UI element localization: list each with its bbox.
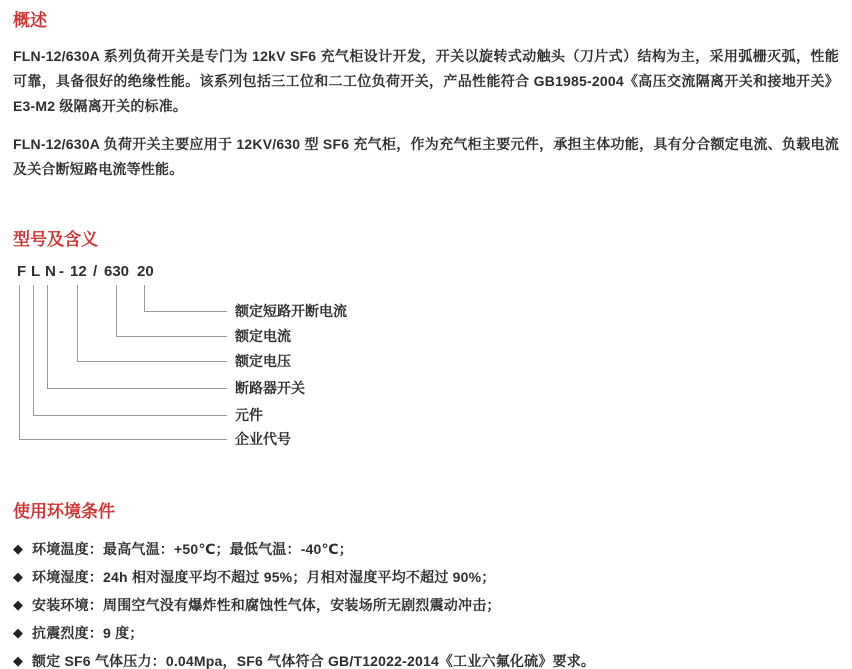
connector-hline-12 <box>77 361 227 362</box>
connector-vline-20 <box>144 285 145 311</box>
environment-section-heading: 使用环境条件 <box>13 502 115 521</box>
model-section-heading: 型号及含义 <box>13 230 98 249</box>
bullet-seismic-intensity: 抗震烈度：9 度； <box>32 625 144 641</box>
diamond-bullet-icon: ◆ <box>13 625 23 640</box>
model-token-l: L <box>31 263 41 280</box>
diamond-bullet-icon: ◆ <box>13 569 23 584</box>
model-token-slash: / <box>93 263 98 280</box>
diagram-label-rated-voltage: 额定电压 <box>235 353 291 369</box>
model-token-f: F <box>17 263 27 280</box>
diamond-bullet-icon: ◆ <box>13 653 23 668</box>
diamond-bullet-icon: ◆ <box>13 541 23 556</box>
model-token-dash: - <box>59 263 64 280</box>
connector-hline-20 <box>144 311 227 312</box>
diagram-label-rated-short-circuit-breaking-current: 额定短路开断电流 <box>235 303 347 319</box>
bullet-ambient-temperature: 环境温度：最高气温：+50℃；最低气温：-40℃； <box>32 541 353 557</box>
list-item <box>13 625 839 641</box>
list-item <box>13 569 839 585</box>
connector-hline-f <box>19 439 227 440</box>
connector-hline-n <box>47 388 227 389</box>
model-code-diagram <box>13 263 533 455</box>
overview-paragraph-2: FLN-12/630A 负荷开关主要应用于 12KV/630 型 SF6 充气柜，作为充气柜主要元件，承担主体功能，具有分合额定电流、负载电流及关合断短路电流等性能。 <box>13 136 839 177</box>
connector-vline-f <box>19 285 20 439</box>
environment-bullet-list <box>13 541 839 669</box>
overview-paragraph-1: FLN-12/630A 系列负荷开关是专门为 12kV SF6 充气柜设计开发，开关以旋转式动触头（刀片式）结构为主，采用弧栅灭弧，性能可靠，具备很好的绝缘性能。该系列包括三工位和二工位负荷开关，产品性能符合 GB1985-2004《高压交流隔离开关和接地开关》E3-M2 级隔离开关的标准。 <box>13 48 839 114</box>
connector-vline-n <box>47 285 48 388</box>
list-item <box>13 597 839 613</box>
diagram-label-breaker-switch: 断路器开关 <box>235 380 305 396</box>
diagram-label-rated-current: 额定电流 <box>235 328 291 344</box>
connector-vline-630 <box>116 285 117 336</box>
overview-section-heading: 概述 <box>13 11 47 30</box>
model-token-20: 20 <box>137 263 154 280</box>
connector-vline-12 <box>77 285 78 361</box>
bullet-ambient-humidity: 环境湿度：24h 相对湿度平均不超过 95%；月相对湿度平均不超过 90%； <box>32 569 496 585</box>
diamond-bullet-icon: ◆ <box>13 597 23 612</box>
diagram-label-component: 元件 <box>235 407 263 423</box>
connector-vline-l <box>33 285 34 415</box>
model-token-12: 12 <box>70 263 87 280</box>
bullet-rated-sf6-gas-pressure: 额定 SF6 气体压力：0.04Mpa，SF6 气体符合 GB/T12022-2014《工业六氟化硫》要求。 <box>32 653 596 669</box>
model-token-n: N <box>45 263 56 280</box>
connector-hline-l <box>33 415 227 416</box>
list-item <box>13 653 839 669</box>
list-item <box>13 541 839 557</box>
bullet-installation-environment: 安装环境：周围空气没有爆炸性和腐蚀性气体，安装场所无剧烈震动冲击； <box>32 597 501 613</box>
model-token-630: 630 <box>104 263 130 280</box>
connector-hline-630 <box>116 336 227 337</box>
diagram-label-enterprise-code: 企业代号 <box>235 431 291 447</box>
